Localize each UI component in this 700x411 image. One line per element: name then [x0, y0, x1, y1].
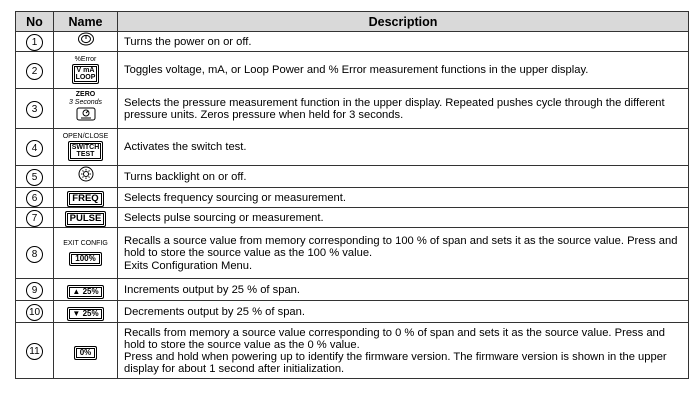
row-description: Selects the pressure measurement function in the upper display. Repeated pushes cycle through the different pressure units. Zeros pressure when held for 3 seconds.	[118, 89, 689, 129]
row-number: 5	[26, 169, 43, 186]
table-row	[16, 129, 689, 166]
row-number: 10	[26, 304, 43, 321]
row-number: 6	[26, 190, 43, 207]
key-caption: %Error	[74, 56, 97, 63]
row-description: Activates the switch test.	[118, 129, 689, 166]
header-description: Description	[118, 12, 689, 32]
row-description: Selects pulse sourcing or measurement.	[118, 208, 689, 228]
key-function-table	[15, 11, 689, 379]
table-row	[16, 323, 689, 379]
pressure-key-icon	[76, 107, 96, 121]
table-row	[16, 32, 689, 52]
table-row	[16, 166, 689, 188]
header-name: Name	[54, 12, 118, 32]
row-description: Toggles voltage, mA, or Loop Power and % Error measurement functions in the upper display.	[118, 52, 689, 89]
row-number: 7	[26, 210, 43, 227]
row-description: Turns the power on or off.	[118, 32, 689, 52]
table-row	[16, 228, 689, 279]
row-description: Selects frequency sourcing or measurement.	[118, 188, 689, 208]
row-description-extra: Press and hold when powering up to identify the firmware version. The firmware version is shown in the upper display for about 1 second after initialization.	[124, 350, 667, 375]
table-row	[16, 52, 689, 89]
v-ma-loop-key: V mA LOOP	[72, 64, 100, 84]
pulse-key: PULSE	[65, 211, 107, 227]
backlight-key-icon	[77, 166, 95, 182]
row-description: Recalls from memory a source value corresponding to 0 % of span and sets it as the source value. Press and hold to store the source value as the 0 % value.	[124, 326, 665, 351]
arrow-up-icon: ▲	[72, 286, 81, 296]
power-key-icon	[77, 32, 95, 46]
row-description: Recalls a source value from memory corresponding to 100 % of span and sets it as the source value. Press and hold to store the source value as the 100 % value.	[124, 234, 678, 259]
row-description: Turns backlight on or off.	[118, 166, 689, 188]
row-number: 2	[26, 63, 43, 80]
key-caption: OPEN/CLOSE	[62, 133, 109, 140]
percent-100-key: 100%	[69, 252, 101, 266]
freq-key: FREQ	[67, 191, 103, 207]
row-description: Decrements output by 25 % of span.	[118, 301, 689, 323]
row-description-extra: Exits Configuration Menu.	[124, 259, 253, 272]
table-row	[16, 301, 689, 323]
row-number: 4	[26, 140, 43, 157]
row-number: 11	[26, 343, 43, 360]
table-row	[16, 279, 689, 301]
table-row	[16, 208, 689, 228]
percent-0-key: 0%	[74, 346, 98, 360]
header-no: No	[16, 12, 54, 32]
row-number: 3	[26, 101, 43, 118]
table-row	[16, 188, 689, 208]
table-row	[16, 89, 689, 129]
header-row	[16, 12, 689, 32]
switch-test-key: SWITCH TEST	[68, 141, 104, 161]
arrow-down-icon: ▼	[72, 308, 81, 318]
row-description: Increments output by 25 % of span.	[118, 279, 689, 301]
key-caption: ZERO	[75, 91, 96, 98]
down-25-key: ▼ 25%	[67, 307, 103, 321]
key-caption-seconds: 3 Seconds	[68, 99, 103, 106]
row-number: 8	[26, 246, 43, 263]
key-caption: EXIT CONFIG	[63, 240, 108, 247]
up-25-key: ▲ 25%	[67, 285, 103, 299]
row-number: 9	[26, 282, 43, 299]
row-number: 1	[26, 34, 43, 51]
